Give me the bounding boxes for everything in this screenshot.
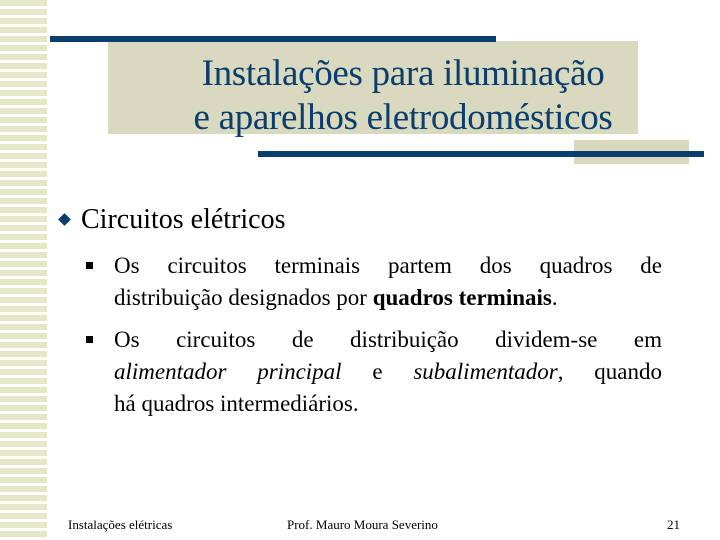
sub-bullet-2-line-2	[114, 356, 662, 388]
square-bullet-icon	[86, 336, 93, 343]
sub-bullet-1-period: .	[551, 285, 558, 310]
sub-bullet-1-text: distribuição designados por	[114, 285, 373, 310]
sub-bullet-2-italic-term-2: subalimentador	[413, 359, 558, 384]
sub-bullet-2-conjunction: e	[341, 359, 414, 384]
bottom-rule	[258, 151, 704, 157]
left-stripe-band	[0, 0, 50, 540]
sub-bullet-2-italic-term-1: alimentador principal	[114, 359, 342, 384]
sub-bullet-2	[86, 324, 662, 420]
sub-bullet-1-bold-term: quadros terminais	[372, 285, 552, 310]
sub-bullet-2-continuation: , quando	[557, 359, 662, 384]
slide-title	[118, 52, 688, 140]
diamond-bullet-icon	[58, 213, 71, 226]
slide-title-line-2: e aparelhos eletrodomésticos	[193, 97, 613, 138]
sub-bullet-2-line-3: há quadros intermediários.	[114, 391, 359, 416]
sub-bullet-2-line-1: Os circuitos de distribuição dividem-se em	[114, 327, 662, 352]
sub-bullet-1-line-1: Os circuitos terminais partem dos quadros de	[114, 253, 662, 278]
slide-title-line-1: Instalações para iluminação	[201, 53, 605, 94]
top-rule	[50, 36, 496, 42]
footer-course: Instalações elétricas	[68, 517, 173, 532]
main-bullet-text: Circuitos elétricos	[81, 204, 286, 235]
sub-bullet-1-line-2	[114, 282, 662, 314]
page-number: 21	[667, 517, 680, 532]
sub-bullet-1	[86, 250, 662, 314]
footer-author: Prof. Mauro Moura Severino	[287, 517, 438, 532]
square-bullet-icon	[86, 262, 93, 269]
main-bullet	[54, 202, 286, 238]
